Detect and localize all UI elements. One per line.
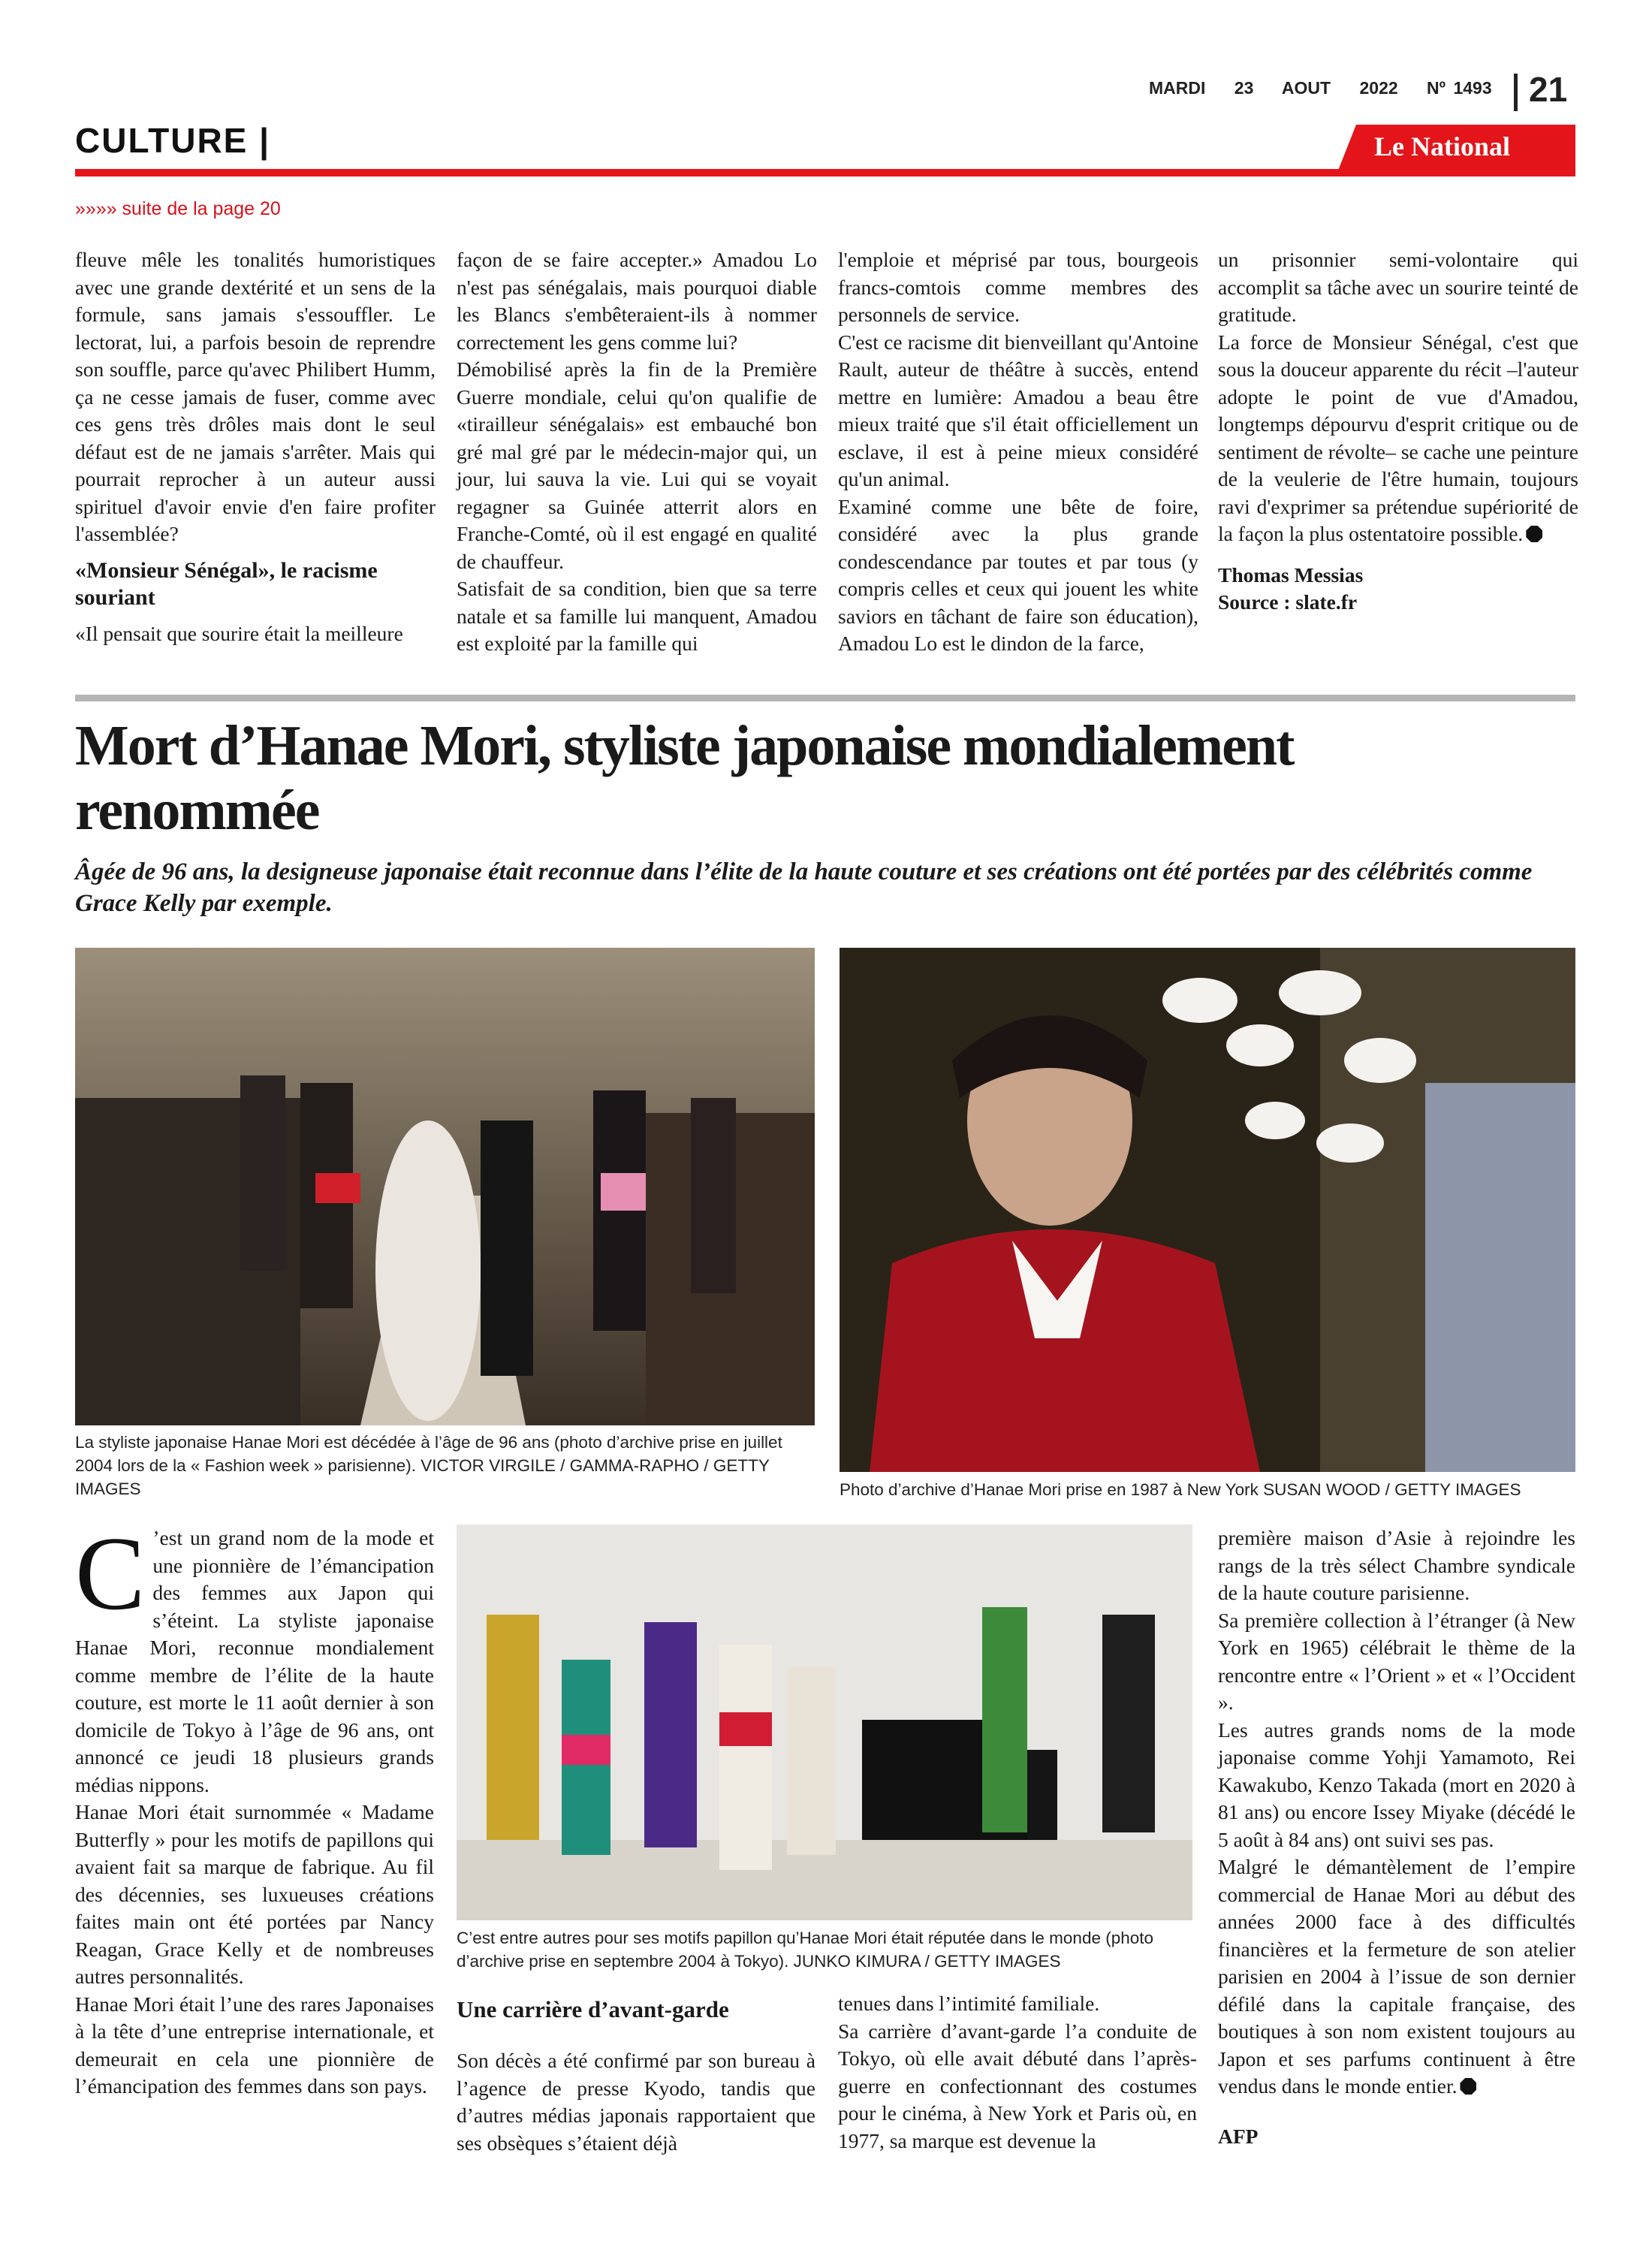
top-column-4 (1218, 246, 1578, 617)
career-subhead: Une carrière d’avant-garde (457, 1996, 729, 2022)
top-column-3 (838, 246, 1198, 658)
paragraph: Les autres grands noms de la mode japonaise comme Yohji Yamamoto, Rei Kawakubo, Kenzo Takada (mort en 2020 à 81 ans) ou encore Issey Miyake (décédé le 5 août à 84 ans) ont suivi ses pas. (1218, 1718, 1575, 1851)
paragraph: Satisfait de sa condition, bien que sa terre natale et sa famille lui manquent, Amadou est exploité par la famille qui (457, 577, 817, 655)
article-separator (75, 695, 1575, 701)
drop-cap: C (75, 1516, 146, 1632)
article-credit: AFP (1218, 2124, 1259, 2148)
paragraph: Démobilisé après la fin de la Première Guerre mondiale, celui qu'on qualifie de «tirailleur sénégalais» est embauché bon gré mal gré par le médecin-major qui, un jour, lui sauva la vie. Lui qui se voyait regagner sa Guinée atterrit alors en Franche-Comté, où il est engagé en qualité de chauffeur. (457, 357, 817, 573)
paragraph: fleuve mêle les tonalités humoristiques avec une grande dextérité et un sens de la formule, sans jamais s'essouffler. Le lectorat, lui, a parfois besoin de reprendre son souffle, parce qu'avec Philibert Humm, ça ne cesse jamais de fuser, comme avec ces gens très drôles mais dont le seul défaut est de ne jamais s'arrêter. Mais qui pourrait reprocher à un auteur aussi spirituel d'avoir envie d'en faire profiter l'assemblée? (75, 248, 436, 545)
end-mark-icon (1526, 526, 1542, 542)
paragraph-text: La force de Monsieur Sénégal, c'est que sous la douceur apparente du récit –l'auteur adopte le point de vue d'Amadou, longtemps dépourvu d'esprit critique ou de sentiment de révolte– se cache une peinture de la veulerie de l'être humain, toujours ravi d'exprimer sa prétendue supériorité de la façon la plus ostentatoire possible. (1218, 330, 1578, 545)
section-title: CULTURE | (75, 121, 270, 160)
paragraph: Sa première collection à l’étranger (à New York en 1965) célébrait le thème de la rencontre entre « l’Orient » et « l’Occident ». (1218, 1608, 1575, 1714)
paragraph-text: Malgré le démantèlement de l’empire commercial de Hanae Mori au début des années 2000 face à des difficultés financières et la fermeture de son atelier parisien en 2004 à l’issue de son dernier défilé dans la capitale française, des boutiques à son nom existent toujours au Japon et ses parfums continuent à être vendus dans le monde entier. (1218, 1855, 1575, 2098)
end-mark-icon (1460, 2078, 1476, 2095)
portrait-photo (840, 948, 1575, 1472)
paragraph: l'emploie et méprisé par tous, bourgeois francs-comtois comme membres des personnels de service. (838, 248, 1198, 326)
dateline (1149, 78, 1513, 98)
article-column-4 (1218, 1525, 1575, 2150)
paragraph: façon de se faire accepter.» Amadou Lo n'est pas sénégalais, mais pourquoi diable les Blancs s'embêteraient-ils à nommer correctement les gens comme lui? (457, 248, 817, 354)
paragraph: Examiné comme une bête de foire, considéré avec la plus grande condescendance par toutes et par tous (y compris celles et ceux qui jouent les white saviors en tâchant de faire son éducation), Amadou Lo est le dindon de la farce, (838, 494, 1198, 655)
paragraph: C'est ce racisme dit bienveillant qu'Antoine Rault, auteur de théâtre à succès, entend mettre en lumière: Amadou a beau être mieux traité que s'il était officiellement un esclave, il est à peine mieux considéré qu'un animal. (838, 330, 1198, 490)
portrait-photo-caption: Photo d’archive d’Hanae Mori prise en 1987 à New York SUSAN WOOD / GETTY IMAGES (840, 1480, 1521, 1499)
paragraph (75, 1516, 434, 1799)
article-column-2 (457, 2047, 815, 2157)
top-column-2 (457, 246, 817, 658)
paragraph: «Il pensait que sourire était la meilleure (75, 621, 403, 645)
paragraph (1218, 1853, 1575, 2101)
continued-from: »»»» suite de la page 20 (75, 198, 281, 219)
paragraph (1218, 329, 1578, 548)
paragraph: Son décès a été confirmé par son bureau à l’agence de presse Kyodo, tandis que d’autres médias japonais rapportaient que ses obsèques s’étaient déjà (457, 2049, 815, 2155)
paragraph: tenues dans l’intimité familiale. (838, 1992, 1100, 2015)
date-number: 23 (1234, 78, 1254, 98)
butterfly-gowns-caption: C’est entre autres pour ses motifs papillon qu’Hanae Mori était réputée dans le monde (photo d’archive prise en septembre 2004 à Tokyo). JUNKO KIMURA / GETTY IMAGES (457, 1929, 1154, 1971)
article-column-3 (838, 1990, 1197, 2155)
page-number-divider (1514, 74, 1518, 111)
paragraph: Hanae Mori était l’une des rares Japonaises à la tête d’une entreprise internationale, et demeurait en cela une pionnière de l’émancipation des femmes dans son pays. (75, 1992, 435, 2098)
butterfly-gowns-photo (457, 1525, 1192, 1920)
paragraph-text: ’est un grand nom de la mode et une pionnière de l’émancipation des femmes aux Japon qui s’éteint. La styliste japonaise Hanae Mori, reconnue mondialement comme membre de l’élite de la haute couture, est morte le 11 août dernier à son domicile de Tokyo à l’âge de 96 ans, ont annoncé ce jeudi 18 plusieurs grands médias nippons. (75, 1526, 434, 1796)
article-headline: Mort d’Hanae Mori, styliste japonaise mondialement renommée (75, 714, 1294, 842)
page-number: 21 (1529, 70, 1568, 109)
header-rule (75, 169, 1575, 176)
issue-number: Nº 1493 (1427, 78, 1492, 98)
top-column-1 (75, 246, 436, 647)
author-byline: Thomas Messias (1218, 562, 1364, 587)
runway-photo (75, 948, 815, 1425)
top-subhead: «Monsieur Sénégal», le racisme souriant (75, 557, 378, 610)
date-year: 2022 (1359, 78, 1398, 98)
article-column-1 (75, 1516, 435, 2101)
date-day: MARDI (1149, 78, 1206, 98)
date-month: AOUT (1281, 78, 1331, 98)
runway-photo-caption: La styliste japonaise Hanae Mori est décédée à l’âge de 96 ans (photo d’archive prise en juillet 2004 lors de la « Fashion week » parisienne). VICTOR VIRGILE / GAMMA-RAPHO / GETTY IMAGES (75, 1433, 782, 1498)
paragraph: un prisonnier semi-volontaire qui accomplit sa tâche avec un sourire teinté de gratitude. (1218, 248, 1578, 326)
article-standfirst: Âgée de 96 ans, la designeuse japonaise était reconnue dans l’élite de la haute couture et ses créations ont été portées par des célébrités comme Grace Kelly par exemple. (75, 858, 1533, 917)
paragraph: Sa carrière d’avant-garde l’a conduite de Tokyo, où elle avait débuté dans l’après-guerre en confectionnant des costumes pour le cinéma, à New York et Paris où, en 1977, sa marque est devenue la (838, 2019, 1197, 2152)
source-line: Source : slate.fr (1218, 590, 1358, 614)
newspaper-brand: Le National (1374, 131, 1511, 161)
paragraph: Hanae Mori était surnommée « Madame Butterfly » pour les motifs de papillons qui avaient fait sa marque de fabrique. Au fil des décennies, ses luxueuses créations faites main ont été portées par Nancy Reagan, Grace Kelly et de nombreuses autres personnalités. (75, 1800, 434, 1988)
paragraph: première maison d’Asie à rejoindre les rangs de la très sélect Chambre syndicale de la haute couture parisienne. (1218, 1526, 1575, 1604)
